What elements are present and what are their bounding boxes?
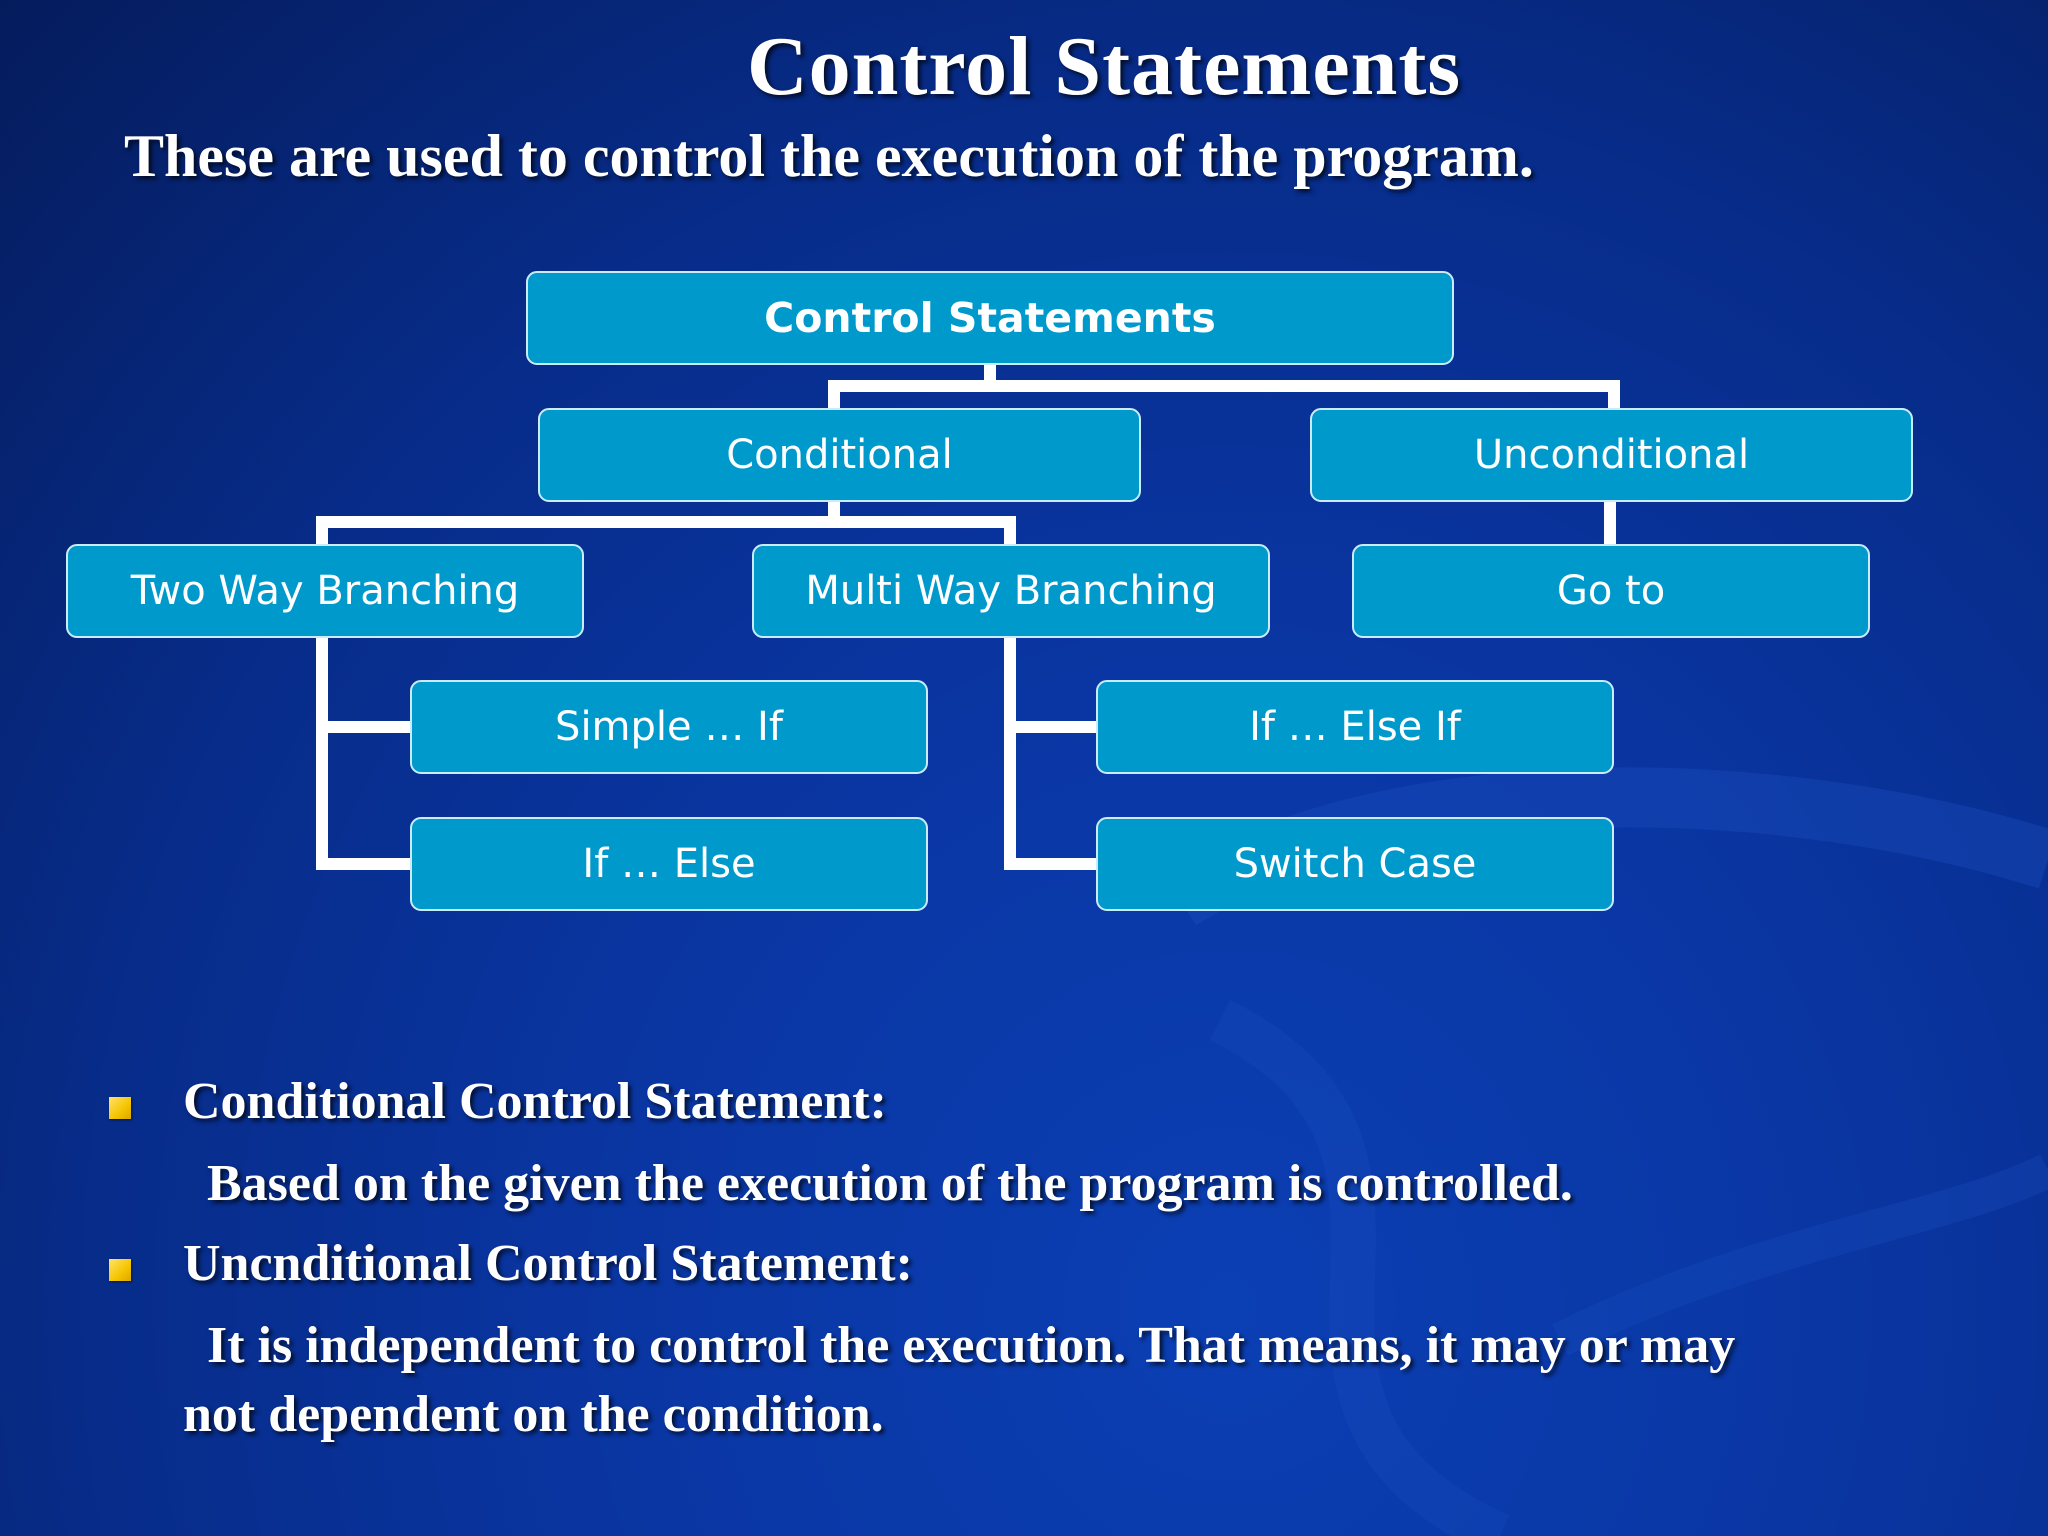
- node-conditional: Conditional: [538, 408, 1141, 502]
- slide-title: Control Statements: [746, 20, 1462, 113]
- node-unconditional: Unconditional: [1310, 408, 1913, 502]
- bullet-text-conditional: Based on the given the execution of the program is controlled.: [207, 1155, 1573, 1212]
- bullet-heading-unconditional: Uncnditional Control Statement:: [183, 1235, 913, 1292]
- bullet-heading-conditional: Conditional Control Statement:: [183, 1073, 887, 1130]
- node-control-statements: Control Statements: [526, 271, 1454, 365]
- node-two-way-branching: Two Way Branching: [66, 544, 584, 638]
- node-switch-case: Switch Case: [1096, 817, 1614, 911]
- node-multi-way-branching: Multi Way Branching: [752, 544, 1270, 638]
- bullet-square-icon: [109, 1259, 131, 1281]
- node-simple-if: Simple … If: [410, 680, 928, 774]
- bullet-square-icon: [109, 1097, 131, 1119]
- node-if-else-if: If … Else If: [1096, 680, 1614, 774]
- node-if-else: If … Else: [410, 817, 928, 911]
- bullet-text-unconditional-line2: not dependent on the condition.: [183, 1386, 884, 1443]
- slide-subtitle: These are used to control the execution of the program.: [124, 123, 1534, 189]
- bullet-text-unconditional-line1: It is independent to control the execution. That means, it may or may: [207, 1317, 1736, 1374]
- node-go-to: Go to: [1352, 544, 1870, 638]
